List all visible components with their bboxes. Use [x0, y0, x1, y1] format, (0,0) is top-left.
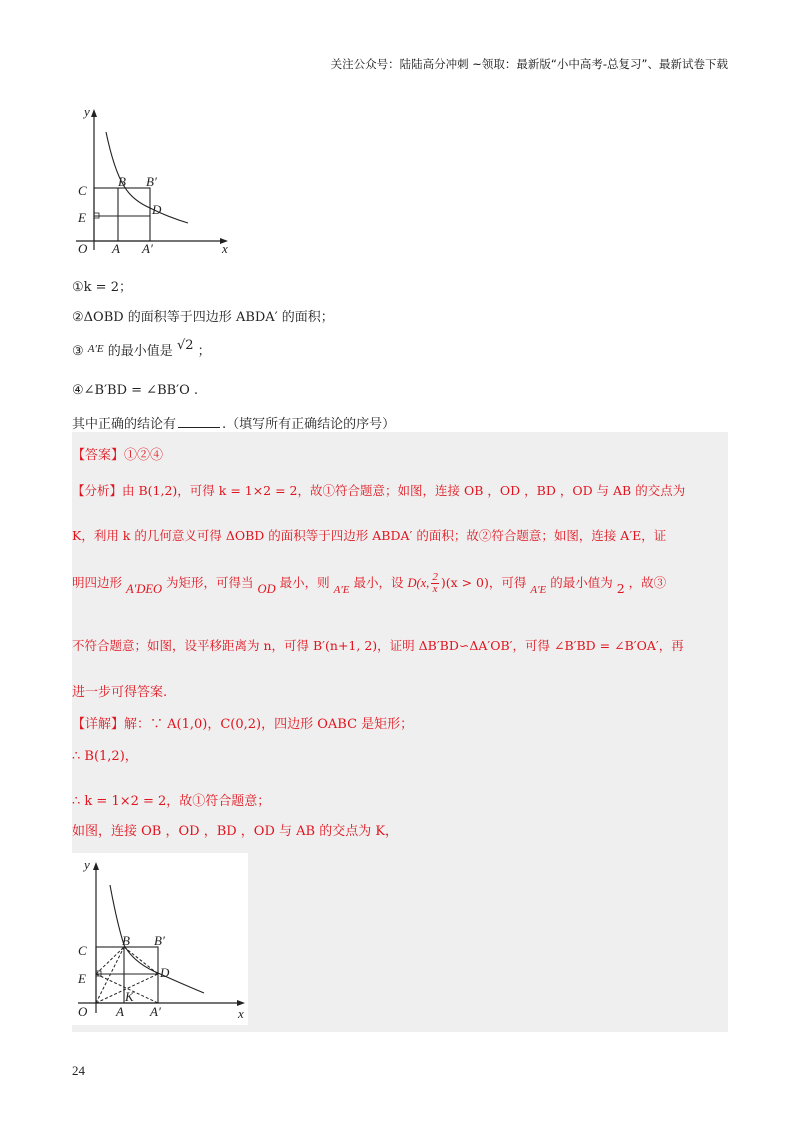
fig1-label-b-prime: B′	[146, 174, 157, 189]
statement-1: ①k = 2；	[72, 280, 132, 295]
fig1-label-b: B	[118, 174, 126, 189]
fig2-label-a-prime: A′	[150, 1004, 161, 1019]
fig2-label-k: K	[125, 989, 134, 1004]
figure-2-graph	[72, 853, 248, 1025]
fig2-label-b-prime: B′	[154, 933, 165, 948]
fig2-label-e: E	[78, 971, 86, 986]
detail-line-3: ∴ k = 1×2 = 2，故①符合题意；	[72, 794, 271, 809]
fig1-label-e: E	[78, 210, 86, 225]
statement-2: ②ΔOBD 的面积等于四边形 ABDA′ 的面积；	[72, 310, 334, 325]
question-prompt: 其中正确的结论有 .（填写所有正确结论的序号）	[72, 417, 396, 432]
fig2-label-y: y	[84, 857, 90, 872]
analysis-line-2: K，利用 k 的几何意义可得 ΔOBD 的面积等于四边形 ABDA′ 的面积；故②符合题意；如图，连接 A′E，证	[72, 528, 667, 543]
fraction-2-over-x: $\frac{2}{x}$	[432, 571, 438, 595]
page-header: 关注公众号：陆陆高分冲刺 ~领取：最新版“小中高考-总复习”、最新试卷下载	[330, 57, 728, 71]
answer-blank	[178, 415, 220, 428]
fig2-label-d: D	[160, 965, 170, 980]
detail-line-4: 如图，连接 OB ，OD ，BD ，OD 与 AB 的交点为 K，	[72, 824, 399, 839]
fig2-label-o: O	[78, 1004, 88, 1019]
fig1-label-c: C	[78, 183, 87, 198]
fig1-label-x: x	[222, 241, 228, 256]
fig1-label-a: A	[112, 241, 120, 256]
fig1-label-y: y	[84, 104, 90, 119]
statement-3: ③ $^{A'E}$ 的最小值是 √2 ；	[72, 338, 211, 359]
detail-line-1: 【详解】解：∵ A(1,0)，C(0,2)，四边形 OABC 是矩形；	[72, 717, 414, 732]
page-number: 24	[72, 1063, 85, 1078]
answer-line: 【答案】①②④	[72, 448, 164, 463]
analysis-line-3: 明四边形 A′DEO 为矩形，可得当 OD 最小，则 A′E 最小，设 D(x, $\frac{2}{x}$ )(x > 0)，可得 A′E 的最小值为 2 ，故③	[72, 571, 667, 596]
fig2-label-c: C	[78, 943, 87, 958]
analysis-line-1: 【分析】由 B(1,2)，可得 k = 1×2 = 2，故①符合题意；如图，连接 OB ，OD ，BD ，OD 与 AB 的交点为	[72, 483, 686, 498]
fig1-label-a-prime: A′	[142, 241, 153, 256]
fig2-label-b: B	[122, 933, 130, 948]
figure-1-graph	[72, 100, 242, 260]
fig2-label-x: x	[238, 1006, 244, 1021]
fig2-label-a: A	[116, 1004, 124, 1019]
analysis-line-4: 不符合题意；如图，设平移距离为 n，可得 B′(n+1, 2)，证明 ΔB′BD∽ΔA′OB′，可得 ∠B′BD = ∠B′OA′，再	[72, 638, 684, 653]
statement-4: ④∠B′BD = ∠BB′O .	[72, 383, 199, 398]
detail-line-2: ∴ B(1,2)，	[72, 749, 138, 764]
fig1-label-o: O	[78, 241, 88, 256]
fig1-label-d: D	[152, 202, 162, 217]
analysis-line-5: 进一步可得答案.	[72, 685, 168, 700]
